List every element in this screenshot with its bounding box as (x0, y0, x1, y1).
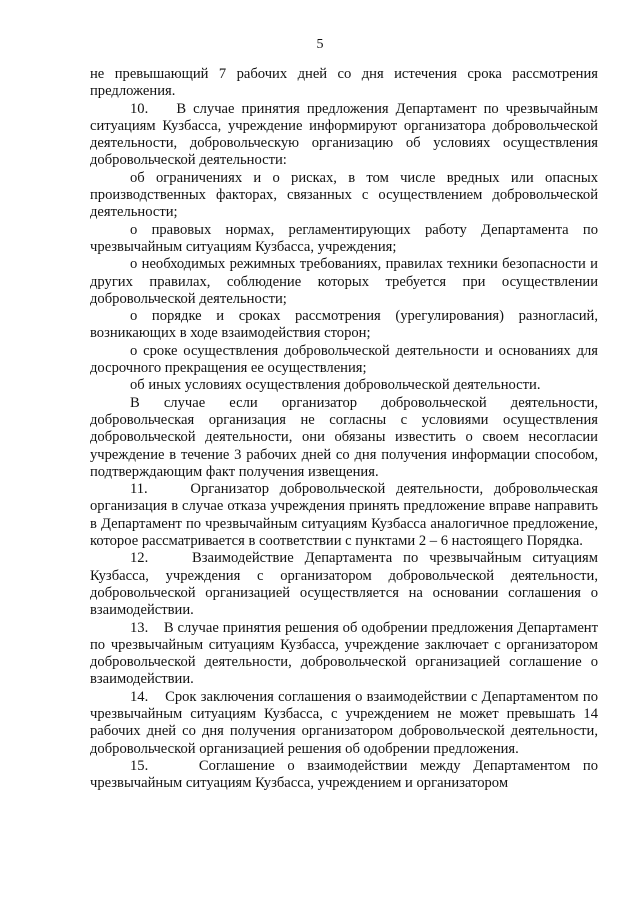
paragraph: об иных условиях осуществления добровольческой деятельности. (130, 377, 541, 394)
document-body (90, 66, 598, 792)
paragraph: не превышающий 7 рабочих дней со дня истечения срока рассмотрения предложения. (90, 66, 598, 100)
paragraph: о порядке и сроках рассмотрения (урегулирования) разногласий, возникающих в ходе взаимодействия сторон; (90, 308, 598, 342)
paragraph: о необходимых режимных требованиях, правилах техники безопасности и других правилах, соблюдение которых требуется при осуществлении добровольческой деятельности; (90, 256, 598, 307)
paragraph: 13. В случае принятия решения об одобрении предложения Департамент по чрезвычайным ситуациям Кузбасса, учреждение заключает с организатором добровольческой деятельности, добровольческой организацией соглашение о взаимодействии. (90, 619, 598, 688)
page-number: 5 (316, 37, 324, 52)
paragraph: В случае если организатор добровольческой деятельности, добровольческая организация не согласны с условиями осуществления добровольческой деятельности, они обязаны известить о своем несогласии учреждение в течение 3 рабочих дней со дня получения информации способом, подтверждающим факт получения извещения. (90, 394, 598, 480)
paragraph: 10. В случае принятия предложения Департамент по чрезвычайным ситуациям Кузбасса, учреждение информируют организатора добровольческой деятельности, добровольческую организацию об условиях осуществления добровольческой деятельности: (90, 100, 598, 169)
paragraph: о правовых нормах, регламентирующих работу Департамента по чрезвычайным ситуациям Кузбасса, учреждения; (90, 221, 598, 255)
paragraph: 11. Организатор добровольческой деятельности, добровольческая организация в случае отказа учреждения принять предложение вправе направить в Департамент по чрезвычайным ситуациям Кузбасса аналогичное предложение, которое рассматривается в соответствии с пунктами 2 – 6 настоящего Порядка. (90, 481, 598, 550)
paragraph: 15. Соглашение о взаимодействии между Департаментом по чрезвычайным ситуациям Кузбасса, учреждением и организатором (90, 757, 598, 792)
paragraph: об ограничениях и о рисках, в том числе вредных или опасных производственных факторах, связанных с осуществлением добровольческой деятельности; (90, 169, 598, 221)
paragraph: 12. Взаимодействие Департамента по чрезвычайным ситуациям Кузбасса, учреждения с организатором добровольческой деятельности, добровольческой организацией осуществляется на основании соглашения о взаимодействии. (90, 550, 598, 619)
paragraph: о сроке осуществления добровольческой деятельности и основаниях для досрочного прекращения ее осуществления; (90, 342, 598, 377)
paragraph: 14. Срок заключения соглашения о взаимодействии с Департаментом по чрезвычайным ситуациям Кузбасса, с учреждением не может превышать 14 рабочих дней со дня получения организатором добровольческой деятельности, добровольческой организацией решения об одобрении предложения. (90, 688, 598, 757)
